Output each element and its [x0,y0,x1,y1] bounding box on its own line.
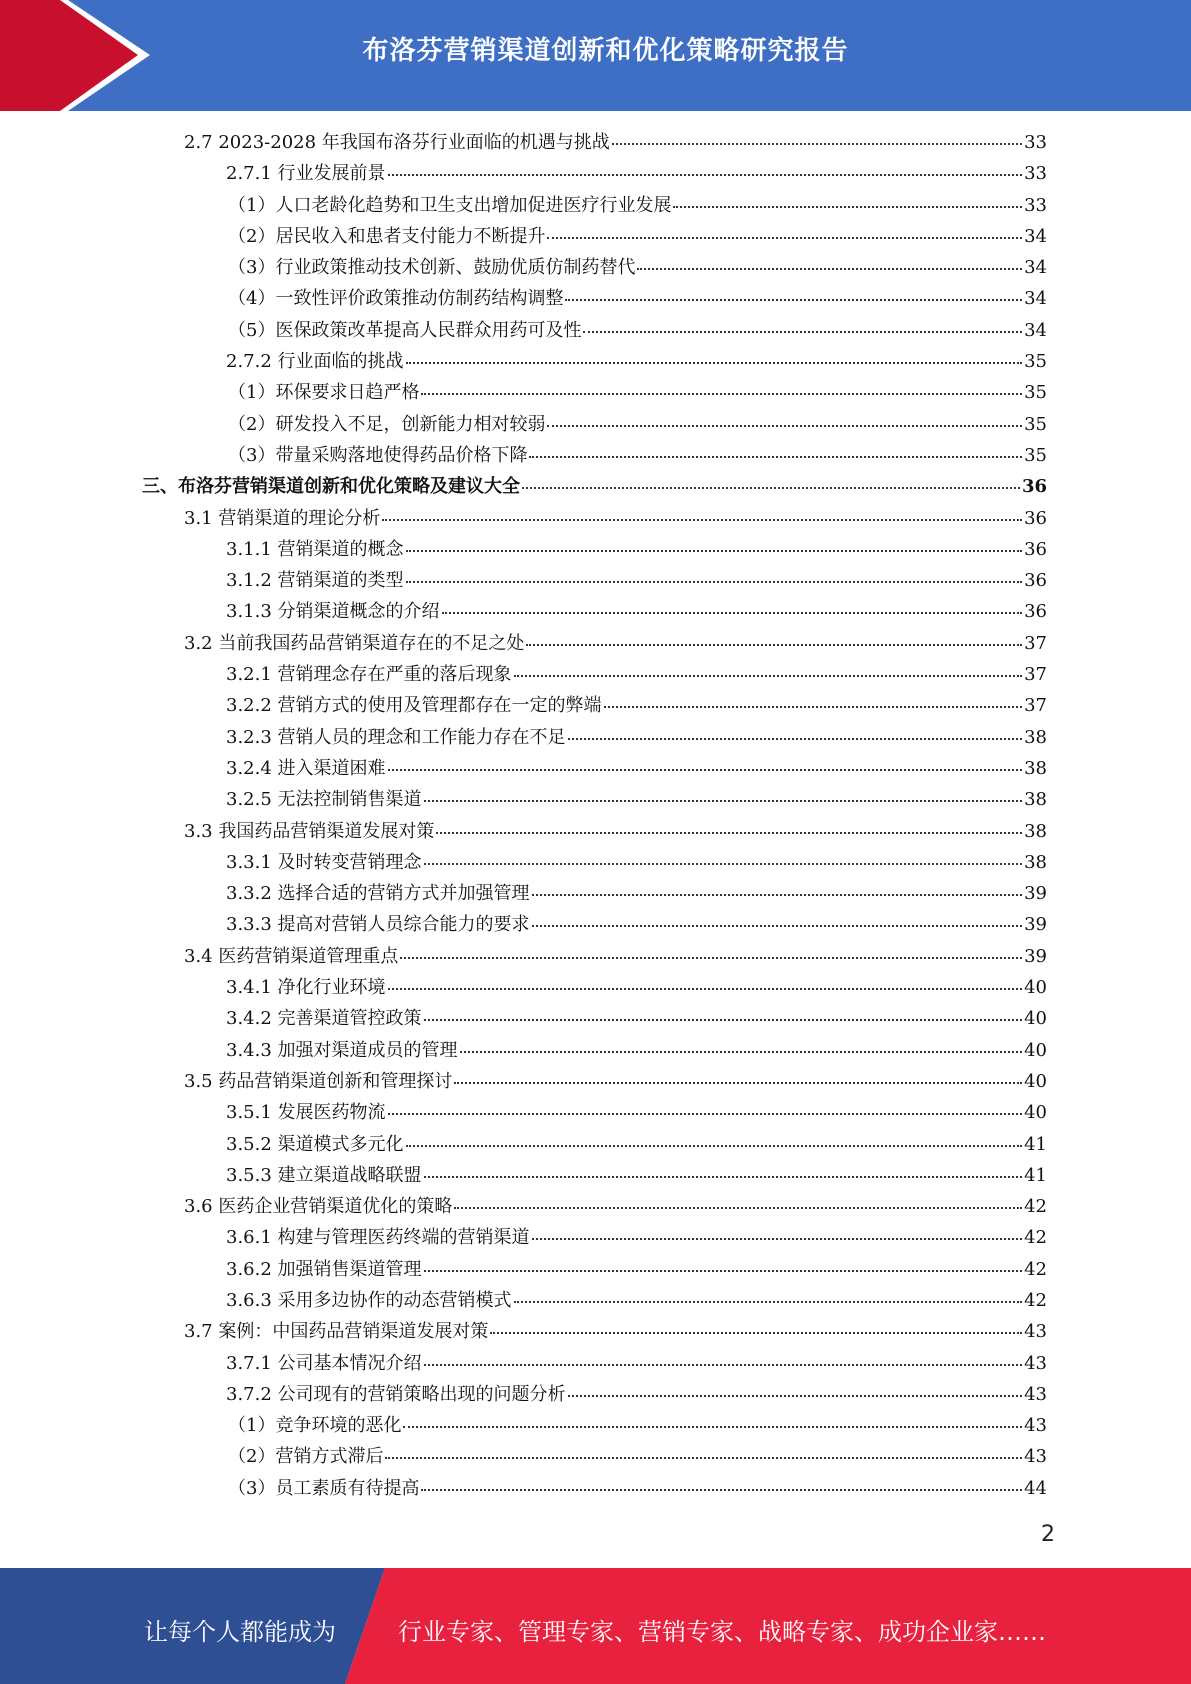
toc-entry-title: 2.7.2 行业面临的挑战 [226,351,404,373]
toc-entry-page: 37 [1024,632,1047,654]
toc-entry[interactable] [0,1067,1047,1098]
toc-dot-leader [421,393,1022,395]
toc-entry[interactable] [0,1317,1047,1348]
toc-entry-title: （2）居民收入和患者支付能力不断提升 [228,225,546,247]
toc-entry-title: 3.5.2 渠道模式多元化 [226,1133,404,1155]
toc-entry-title: 3.4.3 加强对渠道成员的管理 [226,1039,458,1061]
toc-entry-page: 40 [1024,1102,1047,1124]
toc-dot-leader [388,769,1023,771]
toc-entry[interactable] [0,1255,1047,1286]
toc-entry-title: 3.6.2 加强销售渠道管理 [226,1258,422,1280]
toc-entry-title: （2）营销方式滞后 [228,1446,384,1468]
toc-dot-leader [568,1395,1023,1397]
table-of-contents [0,128,1191,1505]
toc-entry-page: 36 [1024,570,1047,592]
footer-slogan-right: 行业专家、管理专家、营销专家、战略专家、成功企业家…… [398,1618,1046,1646]
toc-dot-leader [514,1301,1023,1303]
toc-dot-leader [436,832,1022,834]
toc-entry-page: 35 [1024,351,1047,373]
toc-entry-page: 34 [1024,257,1047,279]
toc-entry-title: （5）医保政策改革提高人民群众用药可及性 [228,319,582,341]
toc-entry-page: 35 [1024,382,1047,404]
toc-entry[interactable] [0,597,1047,628]
toc-entry-page: 36 [1024,601,1047,623]
toc-entry-title: 3.2.4 进入渠道困难 [226,757,386,779]
toc-entry-page: 34 [1024,225,1047,247]
toc-entry-title: （1）人口老龄化趋势和卫生支出增加促进医疗行业发展 [228,194,672,216]
toc-entry-page: 42 [1024,1289,1047,1311]
toc-entry-page: 40 [1024,1070,1047,1092]
toc-entry[interactable] [0,253,1047,284]
toc-dot-leader [565,299,1022,301]
toc-entry[interactable] [0,566,1047,597]
toc-entry-title: 2.7.1 行业发展前景 [226,163,386,185]
toc-entry[interactable] [0,1349,1047,1380]
report-title: 布洛芬营销渠道创新和优化策略研究报告 [362,36,849,66]
toc-entry-title: 3.3.3 提高对营销人员综合能力的要求 [226,914,530,936]
toc-dot-leader [400,957,1022,959]
toc-dot-leader [388,174,1023,176]
toc-dot-leader [424,1176,1023,1178]
toc-entry-page: 38 [1024,726,1047,748]
toc-dot-leader [547,425,1022,427]
toc-entry[interactable] [0,879,1047,910]
toc-entry[interactable] [0,754,1047,785]
toc-entry-page: 42 [1024,1227,1047,1249]
toc-dot-leader [388,1113,1023,1115]
toc-entry-page: 42 [1024,1258,1047,1280]
toc-entry[interactable] [0,1380,1047,1411]
toc-entry-page: 38 [1024,851,1047,873]
toc-entry[interactable] [0,191,1047,222]
toc-entry-page: 43 [1024,1383,1047,1405]
toc-dot-leader [385,1457,1022,1459]
toc-entry[interactable] [0,284,1047,315]
toc-entry-title: 3.3 我国药品营销渠道发展对策 [184,820,435,842]
toc-dot-leader [424,800,1023,802]
toc-entry-title: （3）带量采购落地使得药品价格下降 [228,444,528,466]
toc-entry[interactable] [0,1036,1047,1067]
toc-entry-title: 3.4.1 净化行业环境 [226,977,386,999]
toc-dot-leader [532,1238,1023,1240]
toc-entry[interactable] [0,1004,1047,1035]
toc-dot-leader [406,1145,1023,1147]
toc-entry-title: （3）员工素质有待提高 [228,1477,420,1499]
toc-dot-leader [583,331,1022,333]
toc-dot-leader [406,581,1023,583]
toc-entry[interactable] [0,629,1047,660]
toc-entry[interactable] [0,504,1047,535]
toc-entry[interactable] [0,222,1047,253]
toc-entry-title: 3.5 药品营销渠道创新和管理探讨 [184,1070,453,1092]
toc-dot-leader [568,738,1023,740]
toc-entry-title: 3.7.1 公司基本情况介绍 [226,1352,422,1374]
toc-entry-page: 40 [1024,977,1047,999]
toc-dot-leader [532,894,1023,896]
page-number: 2 [1041,1522,1055,1547]
footer-slogan-left: 让每个人都能成为 [144,1618,336,1646]
toc-entry[interactable] [0,347,1047,378]
toc-entry-title: 3.1.1 营销渠道的概念 [226,538,404,560]
toc-entry-page: 39 [1024,914,1047,936]
toc-entry-page: 38 [1024,757,1047,779]
toc-dot-leader [460,1051,1023,1053]
toc-entry-title: （1）环保要求日趋严格 [228,382,420,404]
toc-entry[interactable] [0,973,1047,1004]
toc-dot-leader [424,1270,1023,1272]
toc-entry-page: 40 [1024,1008,1047,1030]
toc-dot-leader [421,1489,1022,1491]
toc-entry-page: 42 [1024,1196,1047,1218]
toc-entry[interactable] [0,660,1047,691]
toc-dot-leader [532,925,1023,927]
toc-dot-leader [612,143,1022,145]
toc-dot-leader [490,1332,1022,1334]
toc-dot-leader [526,644,1022,646]
toc-entry[interactable] [0,441,1047,472]
toc-entry-page: 33 [1024,163,1047,185]
toc-entry[interactable] [0,910,1047,941]
toc-entry-title: 3.5.3 建立渠道战略联盟 [226,1164,422,1186]
toc-entry[interactable] [0,848,1047,879]
toc-dot-leader [442,612,1023,614]
toc-entry-page: 34 [1024,288,1047,310]
toc-entry-page: 39 [1024,883,1047,905]
toc-dot-leader [454,1207,1022,1209]
toc-entry-page: 41 [1024,1133,1047,1155]
toc-entry[interactable] [0,691,1047,722]
toc-entry-page: 38 [1024,789,1047,811]
toc-entry-title: 三、布洛芬营销渠道创新和优化策略及建议大全 [142,476,520,498]
toc-entry-page: 39 [1024,945,1047,967]
toc-entry-page: 36 [1024,507,1047,529]
toc-entry-title: 3.1 营销渠道的理论分析 [184,507,381,529]
toc-entry-page: 37 [1024,664,1047,686]
toc-entry-title: 3.4 医药营销渠道管理重点 [184,945,399,967]
toc-entry-title: 3.3.2 选择合适的营销方式并加强管理 [226,883,530,905]
toc-dot-leader [673,206,1022,208]
toc-entry-title: 3.2.1 营销理念存在严重的落后现象 [226,664,512,686]
toc-entry-title: 3.6 医药企业营销渠道优化的策略 [184,1196,453,1218]
toc-entry-title: 3.6.3 采用多边协作的动态营销模式 [226,1289,512,1311]
toc-dot-leader [637,268,1022,270]
toc-dot-leader [454,1082,1022,1084]
toc-dot-leader [604,706,1023,708]
toc-entry-page: 43 [1024,1415,1047,1437]
page-footer [0,1568,1191,1684]
toc-dot-leader [424,863,1023,865]
toc-entry[interactable] [0,378,1047,409]
toc-entry-page: 36 [1021,476,1047,498]
toc-entry-title: 3.2 当前我国药品营销渠道存在的不足之处 [184,632,525,654]
toc-entry-page: 41 [1024,1164,1047,1186]
toc-entry-title: 3.4.2 完善渠道管控政策 [226,1008,422,1030]
toc-entry-page: 33 [1024,132,1047,153]
toc-entry-title: （3）行业政策推动技术创新、鼓励优质仿制药替代 [228,257,636,279]
toc-entry-title: （1）竞争环境的恶化 [228,1415,402,1437]
toc-entry[interactable] [0,1286,1047,1317]
toc-dot-leader [547,237,1022,239]
toc-entry[interactable] [0,723,1047,754]
toc-entry-page: 44 [1024,1477,1047,1499]
toc-entry[interactable] [0,1192,1047,1223]
toc-entry[interactable] [0,472,1047,503]
toc-entry-page: 37 [1024,695,1047,717]
toc-entry[interactable] [0,785,1047,816]
toc-entry-title: （4）一致性评价政策推动仿制药结构调整 [228,288,564,310]
toc-entry-page: 35 [1024,413,1047,435]
toc-entry-title: 3.6.1 构建与管理医药终端的营销渠道 [226,1227,530,1249]
toc-dot-leader [382,519,1022,521]
toc-entry[interactable] [0,1161,1047,1192]
toc-entry-title: 3.7 案例：中国药品营销渠道发展对策 [184,1321,489,1343]
toc-entry-page: 40 [1024,1039,1047,1061]
toc-entry-page: 38 [1024,820,1047,842]
toc-dot-leader [388,988,1023,990]
toc-entry-title: 3.2.2 营销方式的使用及管理都存在一定的弊端 [226,695,602,717]
toc-entry-page: 43 [1024,1321,1047,1343]
toc-entry[interactable] [0,1098,1047,1129]
toc-entry[interactable] [0,817,1047,848]
toc-entry-title: 3.7.2 公司现有的营销策略出现的问题分析 [226,1383,566,1405]
toc-entry-title: 3.1.3 分销渠道概念的介绍 [226,601,440,623]
toc-dot-leader [424,1019,1023,1021]
page-header [0,0,1191,111]
toc-entry-page: 35 [1024,444,1047,466]
toc-entry[interactable] [0,1223,1047,1254]
toc-dot-leader [514,675,1023,677]
toc-entry[interactable] [0,316,1047,347]
toc-entry-title: 3.2.3 营销人员的理念和工作能力存在不足 [226,726,566,748]
toc-entry[interactable] [0,1442,1047,1473]
toc-entry-page: 43 [1024,1446,1047,1468]
toc-dot-leader [406,362,1023,364]
toc-dot-leader [403,1426,1022,1428]
toc-entry[interactable] [0,1474,1047,1505]
toc-entry-title: 2.7 2023-2028 年我国布洛芬行业面临的机遇与挑战 [184,132,610,153]
toc-entry-title: 3.1.2 营销渠道的类型 [226,570,404,592]
toc-entry-title: 3.3.1 及时转变营销理念 [226,851,422,873]
toc-entry[interactable] [0,410,1047,441]
toc-entry-page: 33 [1024,194,1047,216]
toc-dot-leader [529,456,1022,458]
toc-entry[interactable] [0,159,1047,190]
toc-entry-page: 34 [1024,319,1047,341]
toc-dot-leader [424,1364,1023,1366]
toc-entry-page: 36 [1024,538,1047,560]
toc-entry-title: （2）研发投入不足，创新能力相对较弱 [228,413,546,435]
toc-entry-title: 3.2.5 无法控制销售渠道 [226,789,422,811]
toc-entry[interactable] [0,1130,1047,1161]
toc-entry-title: 3.5.1 发展医药物流 [226,1102,386,1124]
toc-entry[interactable] [0,1411,1047,1442]
toc-dot-leader [406,550,1023,552]
toc-dot-leader [522,487,1020,489]
toc-entry[interactable] [0,128,1047,159]
toc-entry-page: 43 [1024,1352,1047,1374]
toc-entry[interactable] [0,535,1047,566]
toc-entry[interactable] [0,942,1047,973]
